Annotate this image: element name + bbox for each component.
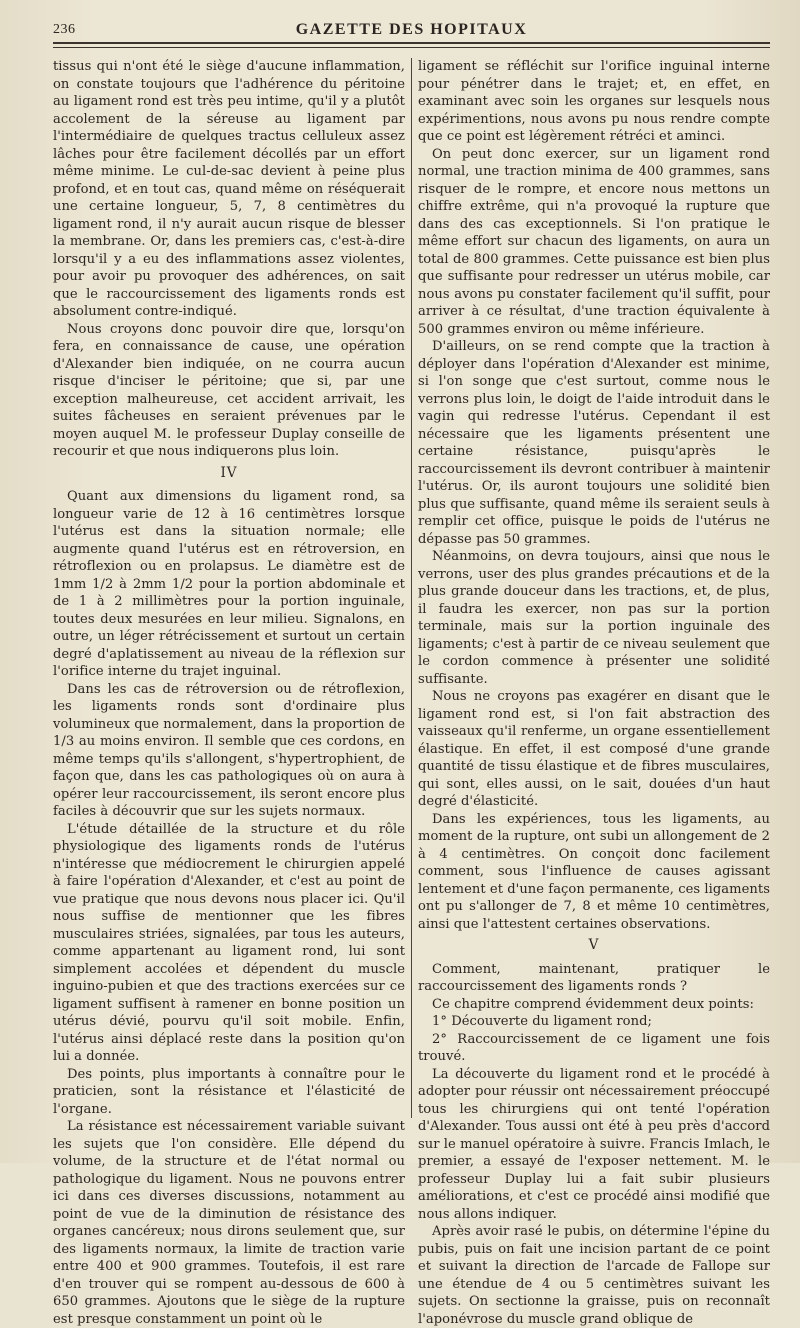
paragraph: La résistance est nécessairement variable suivant les sujets que l'on considère. Elle dépend du volume, de la structure et de l'état normal ou pathologique du ligament. Nous ne pouvons entrer ici dans ces diverses discussions, notamment au point de vue de la diminution de résistance des organes cancéreux; nous dirons seulement que, sur des ligaments normaux, la limite de traction varie entre 400 et 900 grammes. Toutefois, il est rare d'en trouver qui se rompent au-dessous de 600 à 650 grammes. Ajoutons que le siège de la rupture est presque constamment un point où le [53, 1119, 405, 1327]
list-item: 2° Raccourcissement de ce ligament une fois trouvé. [418, 1031, 770, 1064]
paragraph: On peut donc exercer, sur un ligament rond normal, une traction minima de 400 grammes, sans risquer de le rompre, et encore nous mettons un chiffre extrême, qui n'a provoqué la rupture que dans des cas exceptionnels. Si l'on pratique le même effort sur chacun des ligaments, on aura un total de 800 grammes. Cette puissance est bien plus que suffisante pour redresser un utérus mobile, car nous avons pu constater facilement qu'il suffit, pour arriver à ce résultat, d'une traction équivalente à 500 grammes environ ou même inférieure. [418, 146, 770, 337]
paragraph: Comment, maintenant, pratiquer le raccourcissement des ligaments ronds ? [418, 961, 770, 994]
paragraph: tissus qui n'ont été le siège d'aucune inflammation, on constate toujours que l'adhérence du péritoine au ligament rond est très peu intime, qu'il y a plutôt accolement de la séreuse au ligament par l'intermédiaire de quelques tractus celluleux assez lâches pour être facilement décollés par un effort même minime. Le cul-de-sac devient à peine plus profond, et en tout cas, quand même on réséquerait une certaine longueur, 5, 7, 8 centimètres du ligament rond, il n'y aurait aucun risque de blesser la membrane. Or, dans les premiers cas, c'est-à-dire lorsqu'il y a eu des inflammations assez violentes, pour avoir pu provoquer des adhérences, on sait que le raccourcissement des ligaments ronds est absolument contre-indiqué. [53, 59, 405, 319]
page-number: 236 [53, 22, 76, 37]
paragraph: Ce chapitre comprend évidemment deux points: [432, 996, 754, 1012]
section-heading-v: V [588, 937, 600, 953]
paragraph: Nous croyons donc pouvoir dire que, lorsqu'on fera, en connaissance de cause, une opération d'Alexander bien indiquée, on ne courra aucun risque d'inciser le péritoine; que si, par une exception malheureuse, cet accident arrivait, les suites fâcheuses en seraient prévenues par le moyen auquel M. le professeur Duplay conseille de recourir et que nous indiquerons plus loin. [53, 321, 405, 459]
page-header [53, 18, 770, 44]
paragraph: Nous ne croyons pas exagérer en disant que le ligament rond est, si l'on fait abstraction des vaisseaux qu'il renferme, un organe essentiellement élastique. En effet, il est composé d'une grande quantité de tissu élastique et de fibres musculaires, qui sont, elles aussi, on le sait, douées d'un haut degré d'élasticité. [418, 689, 770, 809]
section-heading-iv: IV [220, 464, 238, 481]
paragraph: Dans les cas de rétroversion ou de rétroflexion, les ligaments ronds sont d'ordinaire plus volumineux que normalement, dans la proportion de 1/3 au moins environ. Il semble que ces cordons, en même temps qu'ils s'allongent, s'hypertrophient, de façon que, dans les cas pathologiques où on aura à opérer leur raccourcissement, ils seront encore plus faciles à découvrir que sur les sujets normaux. [53, 681, 405, 819]
paragraph: L'étude détaillée de la structure et du rôle physiologique des ligaments ronds de l'utérus n'intéresse que médiocrement le chirurgien appelé à faire l'opération d'Alexander, et c'est au point de vue pratique que nous devons nous placer ici. Qu'il nous suffise de mentionner que les fibres musculaires striées, signalées, par tous les auteurs, comme appartenant au ligament rond, lui sont simplement accolées et dépendent du muscle inguino-pubien et que des tractions exercées sur ce ligament suffisent à ramener en bonne position un utérus dévié, pourvu qu'il soit mobile. Enfin, l'utérus ainsi déplacé reste dans la position qu'on lui a donnée. [53, 821, 405, 1064]
paragraph: ligament se réfléchit sur l'orifice inguinal interne pour pénétrer dans le trajet; et, en effet, en examinant avec soin les organes sur lesquels nous expérimentions, nous avons pu nous rendre compte que ce point est légèrement rétréci et aminci. [418, 59, 770, 144]
paragraph: La découverte du ligament rond et le procédé à adopter pour réussir ont nécessairement préoccupé tous les chirurgiens qui ont tenté l'opération d'Alexander. Tous aussi ont été à peu près d'accord sur le manuel opératoire à suivre. Francis Imlach, le premier, a essayé de l'exposer nettement. M. le professeur Duplay lui a fait subir plusieurs améliorations, et c'est ce procédé ainsi modifié que nous allons indiquer. [418, 1066, 770, 1222]
list-item: 1° Découverte du ligament rond; [432, 1014, 652, 1029]
header-rule [53, 47, 770, 48]
paragraph: Dans les expériences, tous les ligaments, au moment de la rupture, ont subi un allongement de 2 à 4 centimètres. On conçoit donc facilement comment, sous l'influence de causes agissant lentement et d'une façon permanente, ces ligaments ont pu s'allonger de 7, 8 et même 10 centimètres, ainsi que l'attestent certaines observations. [418, 811, 770, 932]
journal-title: GAZETTE DES HOPITAUX [295, 21, 528, 38]
paragraph: Néanmoins, on devra toujours, ainsi que nous le verrons, user des plus grandes précautions et de la plus grande douceur dans les tractions, et, de plus, il faudra les exercer, non pas sur la portion terminale, mais sur la portion inguinale des ligaments; c'est à partir de ce niveau seulement que le cordon commence à présenter une solidité suffisante. [418, 549, 770, 687]
left-column [53, 58, 405, 1328]
paragraph: D'ailleurs, on se rend compte que la traction à déployer dans l'opération d'Alexander est minime, si l'on songe que c'est surtout, comme nous le verrons plus loin, le doigt de l'aide introduit dans le vagin qui redresse l'utérus. Cependant il est nécessaire que les ligaments présentent une certaine résistance, puisqu'après le raccourcissement ils devront contribuer à maintenir l'utérus. Or, ils auront toujours une solidité bien plus que suffisante, quand même ils seraient seuls à remplir cet office, puisque le poids de l'utérus ne dépasse pas 50 grammes. [418, 339, 770, 547]
text-columns [53, 58, 770, 1328]
paragraph: Quant aux dimensions du ligament rond, sa longueur varie de 12 à 16 centimètres lorsque l'utérus est dans la situation normale; elle augmente quand l'utérus est en rétroversion, en rétroflexion ou en prolapsus. Le diamètre est de 1mm 1/2 à 2mm 1/2 pour la portion abdominale et de 1 à 2 millimètres pour la portion inguinale, toutes deux mesurées en leur milieu. Signalons, en outre, un léger rétrécissement et surtout un certain degré d'aplatissement au niveau de la réflexion sur l'orifice interne du trajet inguinal. [53, 489, 405, 679]
paragraph: Des points, plus importants à connaître pour le praticien, sont la résistance et l'élasticité de l'organe. [53, 1066, 405, 1117]
right-column [418, 58, 770, 1328]
paragraph: Après avoir rasé le pubis, on détermine l'épine du pubis, puis on fait une incision partant de ce point et suivant la direction de l'arcade de Fallope sur une étendue de 4 ou 5 centimètres suivant les sujets. On sectionne la graisse, puis on reconnaît l'aponévrose du muscle grand oblique de [418, 1224, 770, 1327]
column-divider [411, 58, 412, 1118]
